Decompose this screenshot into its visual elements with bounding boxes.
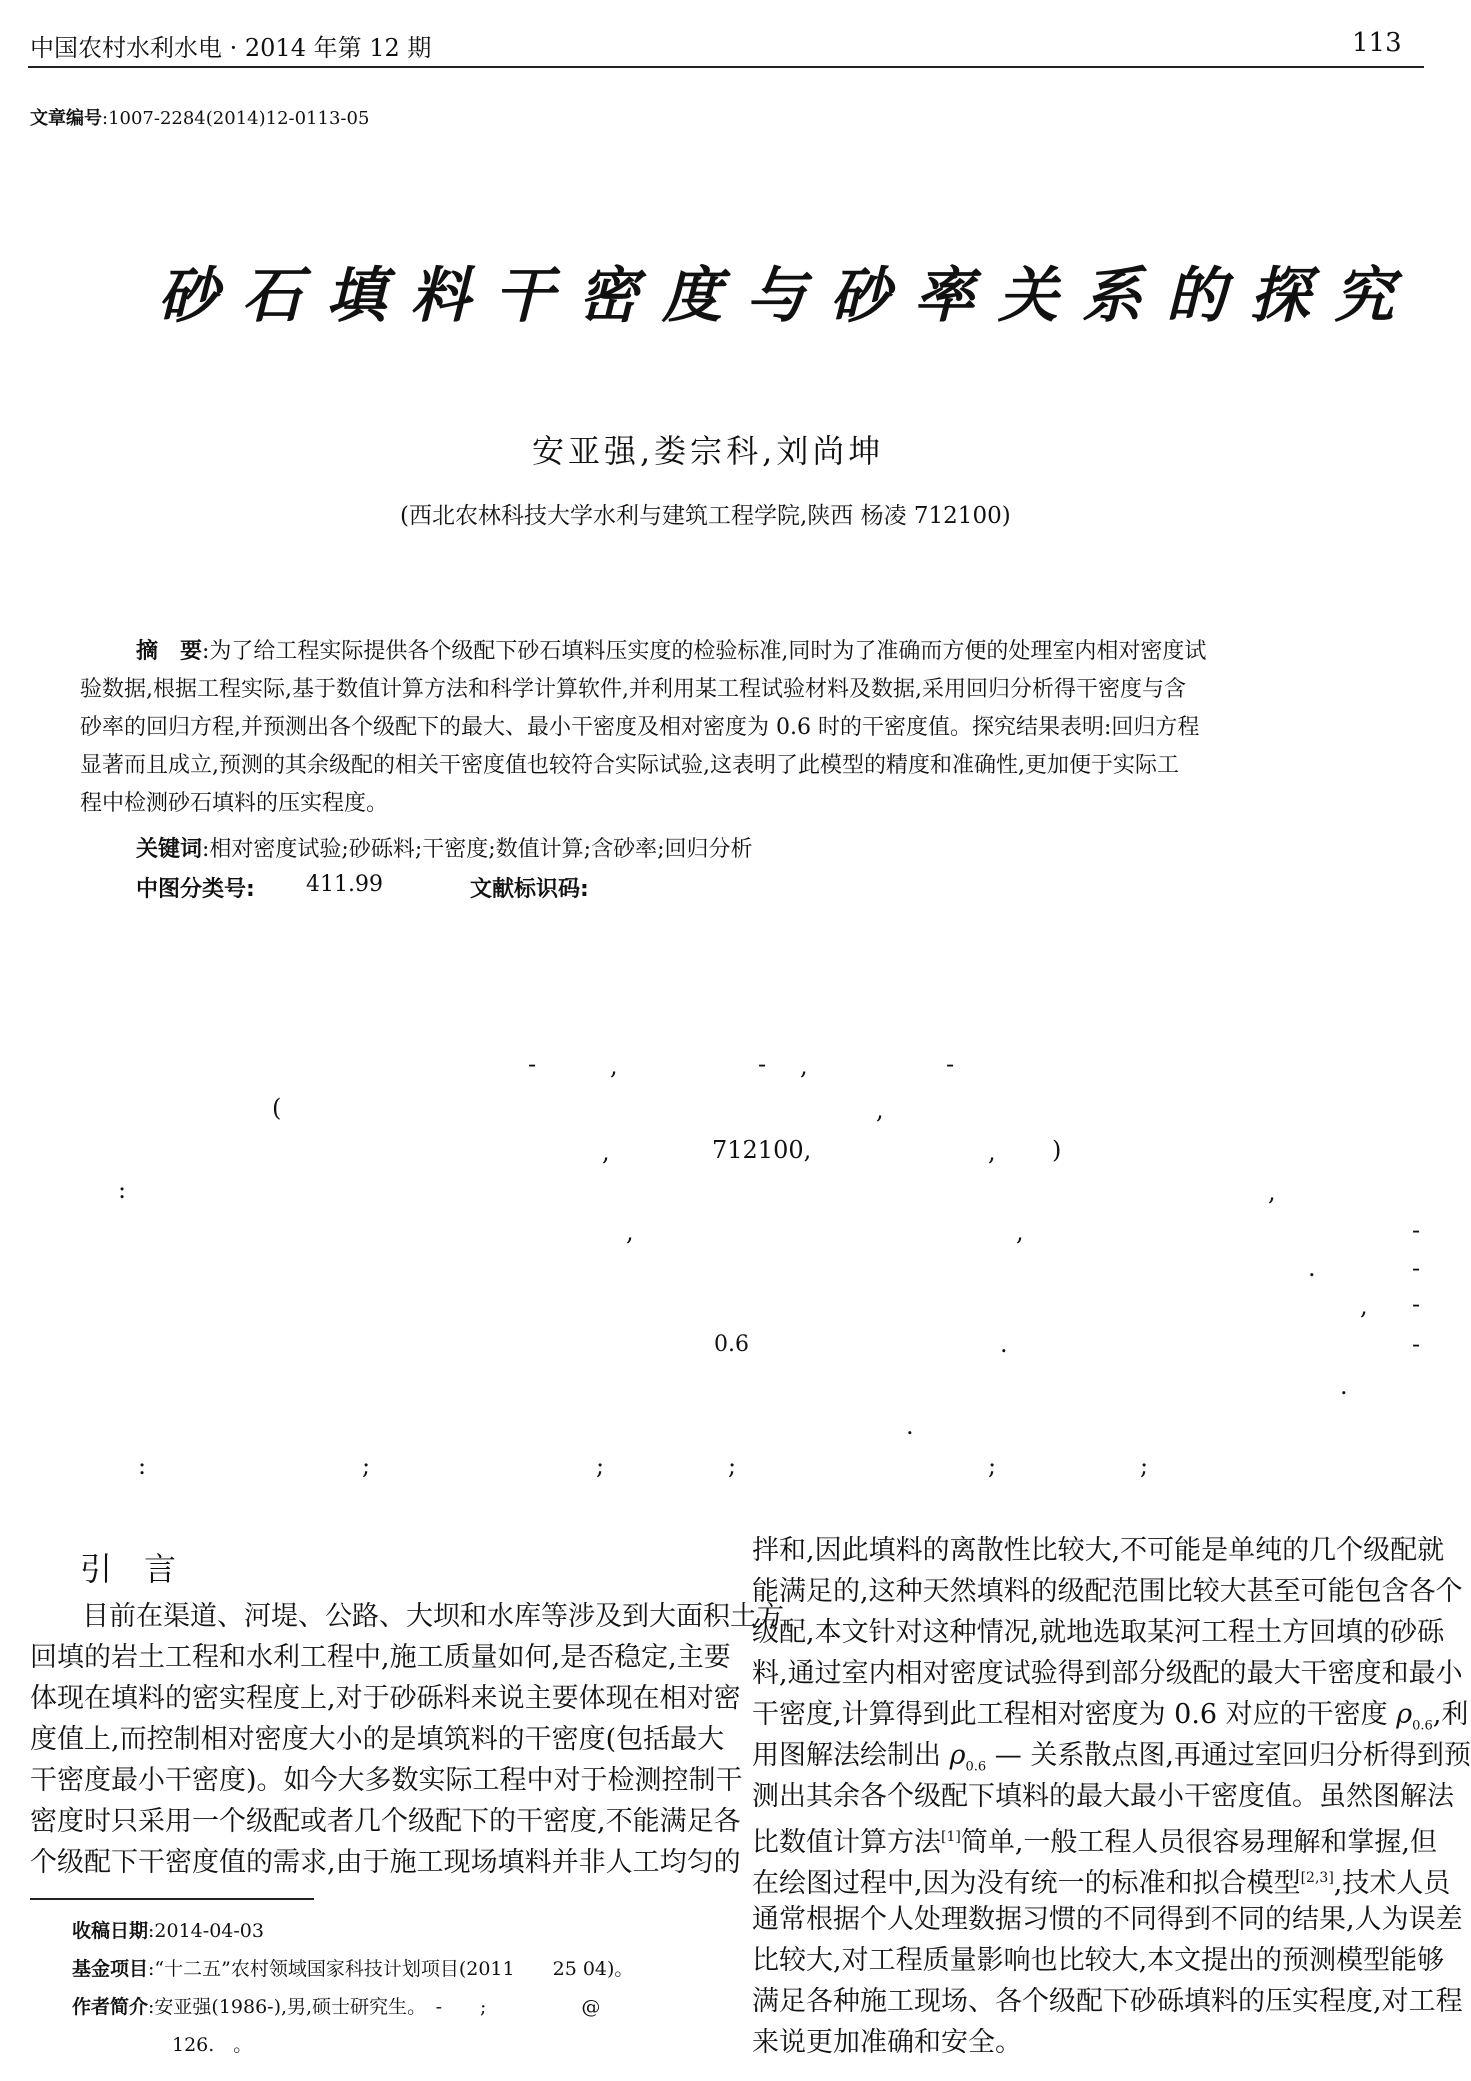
- residue-mark: ,: [1360, 1292, 1368, 1320]
- citation-ref[interactable]: [2,3]: [1300, 1870, 1334, 1886]
- abstract-line: 砂率的回归方程,并预测出各个级配下的最大、最小干密度及相对密度为 0.6 时的干密度值。探究结果表明:回归方程: [80, 715, 1200, 740]
- keywords-value: :相对密度试验;砂砾料;干密度;数值计算;含砂率;回归分析: [202, 837, 753, 862]
- article-number-value: :1007-2284(2014)12-0113-05: [102, 108, 370, 129]
- rho-symbol: ρ: [1396, 1699, 1413, 1730]
- residue-mark: .: [906, 1412, 914, 1440]
- received-label: 收稿日期: [72, 1920, 149, 1942]
- residue-mark: ,: [1268, 1178, 1276, 1206]
- fund-value: :“十二五”农村领域国家科技计划项目(2011 25 04)。: [148, 1958, 634, 1980]
- clc-label: 中图分类号:: [136, 877, 255, 902]
- body-line: [752, 1858, 1451, 1899]
- author-value: :安亚强(1986-),男,硕士研究生。 - ; @: [148, 1996, 601, 2018]
- residue-mark: ,: [626, 1218, 634, 1246]
- doc-code-label: 文献标识码:: [470, 877, 589, 902]
- keywords-label: 关键词: [136, 837, 203, 862]
- residue-mark: -: [946, 1050, 955, 1078]
- intro-right-column: [752, 1530, 1471, 2063]
- abstract-text: :为了给工程实际提供各个级配下砂石填料压实度的检验标准,同时为了准确而方便的处理室内相对密度试: [202, 639, 1207, 664]
- author-list: 安亚强,娄宗科,刘尚坤: [532, 432, 885, 470]
- residue-mark: .: [1308, 1254, 1316, 1282]
- received-value: :2014-04-03: [148, 1920, 264, 1942]
- body-text: 用图解法绘制出: [752, 1740, 941, 1771]
- fund-label: 基金项目: [72, 1958, 149, 1980]
- body-text: 关系散点图,再通过室回归分析得到预: [1030, 1740, 1471, 1771]
- body-line: 级配,本文针对这种情况,就地选取某河工程土方回填的砂砾: [752, 1617, 1445, 1648]
- body-line: 体现在填料的密实程度上,对于砂砾料来说主要体现在相对密: [30, 1683, 741, 1714]
- abstract-line: 显著而且成立,预测的其余级配的相关干密度值也较符合实际试验,这表明了此模型的精度和准确性,更加便于实际工: [80, 753, 1179, 778]
- footnote-rule: [30, 1898, 314, 1900]
- footnote-author-tail: 126. 。: [172, 2034, 253, 2056]
- residue-mark: ;: [596, 1452, 605, 1480]
- body-text: 干密度,计算得到此工程相对密度为 0.6 对应的干密度: [752, 1699, 1388, 1730]
- residue-mark: -: [528, 1050, 537, 1078]
- affiliation: (西北农林科技大学水利与建筑工程学院,陕西 杨凌 712100): [400, 503, 1011, 529]
- abstract-label: 摘 要: [136, 639, 203, 664]
- residue-mark: -: [1412, 1216, 1421, 1244]
- footnote-author: [72, 1992, 600, 2019]
- body-text: ,技术人员: [1333, 1868, 1451, 1899]
- body-line: 比较大,对工程质量影响也比较大,本文提出的预测模型能够: [752, 1945, 1445, 1976]
- running-header: 中国农村水利水电 · 2014 年第 12 期: [30, 34, 432, 62]
- residue-mark: ,: [876, 1096, 884, 1124]
- body-line: [752, 1817, 1438, 1858]
- residue-mark: 712100,: [712, 1136, 812, 1164]
- body-line: 目前在渠道、河堤、公路、大坝和水库等涉及到大面积土方: [82, 1601, 784, 1632]
- citation-ref[interactable]: [1]: [941, 1829, 961, 1845]
- residue-mark: ;: [362, 1452, 371, 1480]
- body-text: ,利: [1432, 1699, 1469, 1730]
- residue-mark: (: [272, 1094, 282, 1122]
- residue-mark: ;: [1140, 1452, 1149, 1480]
- footnote-fund: [72, 1954, 633, 1981]
- body-text: 在绘图过程中,因为没有统一的标准和拟合模型: [752, 1868, 1301, 1899]
- residue-mark: -: [1412, 1290, 1421, 1318]
- residue-mark: -: [758, 1050, 767, 1078]
- header-rule: [28, 66, 1424, 68]
- residue-mark: :: [118, 1176, 127, 1204]
- dash: —: [994, 1740, 1022, 1771]
- body-text: 简单,一般工程人员很容易理解和掌握,但: [960, 1827, 1438, 1858]
- abstract-block: [80, 634, 1372, 824]
- residue-mark: .: [1340, 1372, 1348, 1400]
- rho-subscript: 0.6: [1412, 1718, 1433, 1734]
- residue-mark: -: [1412, 1330, 1421, 1358]
- footnote-received: [72, 1916, 264, 1943]
- intro-left-column: [30, 1596, 784, 1883]
- body-line: 度值上,而控制相对密度大小的是填筑料的干密度(包括最大: [30, 1724, 725, 1755]
- residue-mark: ,: [602, 1138, 610, 1166]
- section-heading-intro: 引 言: [80, 1550, 177, 1588]
- clc-value: 411.99: [306, 872, 383, 897]
- body-line: [752, 1694, 1469, 1735]
- article-number: [30, 104, 369, 130]
- body-line: 密度时只采用一个级配或者几个级配下的干密度,不能满足各: [30, 1806, 741, 1837]
- body-line: 回填的岩土工程和水利工程中,施工质量如何,是否稳定,主要: [30, 1642, 731, 1673]
- body-line: 能满足的,这种天然填料的级配范围比较大甚至可能包含各个: [752, 1576, 1463, 1607]
- residue-mark: ,: [1016, 1218, 1024, 1246]
- residue-mark: ,: [988, 1138, 996, 1166]
- residue-mark: ;: [728, 1452, 737, 1480]
- abstract-line: 验数据,根据工程实际,基于数值计算方法和科学计算软件,并利用某工程试验材料及数据,采用回归分析得干密度与含: [80, 677, 1186, 702]
- abstract-line: [80, 634, 1372, 672]
- residue-mark: :: [138, 1452, 147, 1480]
- residue-mark: -: [1412, 1254, 1421, 1282]
- body-line: [752, 1735, 1471, 1776]
- body-line: 拌和,因此填料的离散性比较大,不可能是单纯的几个级配就: [752, 1535, 1445, 1566]
- body-line: 通常根据个人处理数据习惯的不同得到不同的结果,人为误差: [752, 1904, 1463, 1935]
- page-number: 113: [1352, 28, 1402, 58]
- body-line: 料,通过室内相对密度试验得到部分级配的最大干密度和最小: [752, 1658, 1463, 1689]
- rho-subscript: 0.6: [965, 1759, 987, 1775]
- residue-mark: ;: [988, 1452, 997, 1480]
- body-text: 比数值计算方法: [752, 1827, 941, 1858]
- body-line: 测出其余各个级配下填料的最大最小干密度值。虽然图解法: [752, 1781, 1454, 1812]
- body-line: 个级配下干密度值的需求,由于施工现场填料并非人工均匀的: [30, 1847, 741, 1878]
- rho-symbol: ρ: [949, 1740, 966, 1771]
- residue-mark: .: [1000, 1330, 1008, 1358]
- residue-mark: ,: [800, 1052, 808, 1080]
- residue-mark: ,: [610, 1052, 618, 1080]
- article-number-label: 文章编号: [30, 108, 102, 129]
- keywords: [136, 832, 753, 863]
- abstract-line: 程中检测砂石填料的压实程度。: [80, 791, 389, 816]
- body-line: 来说更加准确和安全。: [752, 2027, 1022, 2058]
- body-line: 干密度最小干密度)。如今大多数实际工程中对于检测控制干: [30, 1765, 743, 1796]
- paper-title: 砂石填料干密度与砂率关系的探究: [158, 261, 1418, 331]
- residue-mark: 0.6: [714, 1332, 749, 1357]
- author-label: 作者简介: [72, 1996, 149, 2018]
- body-line: 满足各种施工现场、各个级配下砂砾填料的压实程度,对工程: [752, 1986, 1463, 2017]
- residue-mark: ): [1052, 1136, 1062, 1164]
